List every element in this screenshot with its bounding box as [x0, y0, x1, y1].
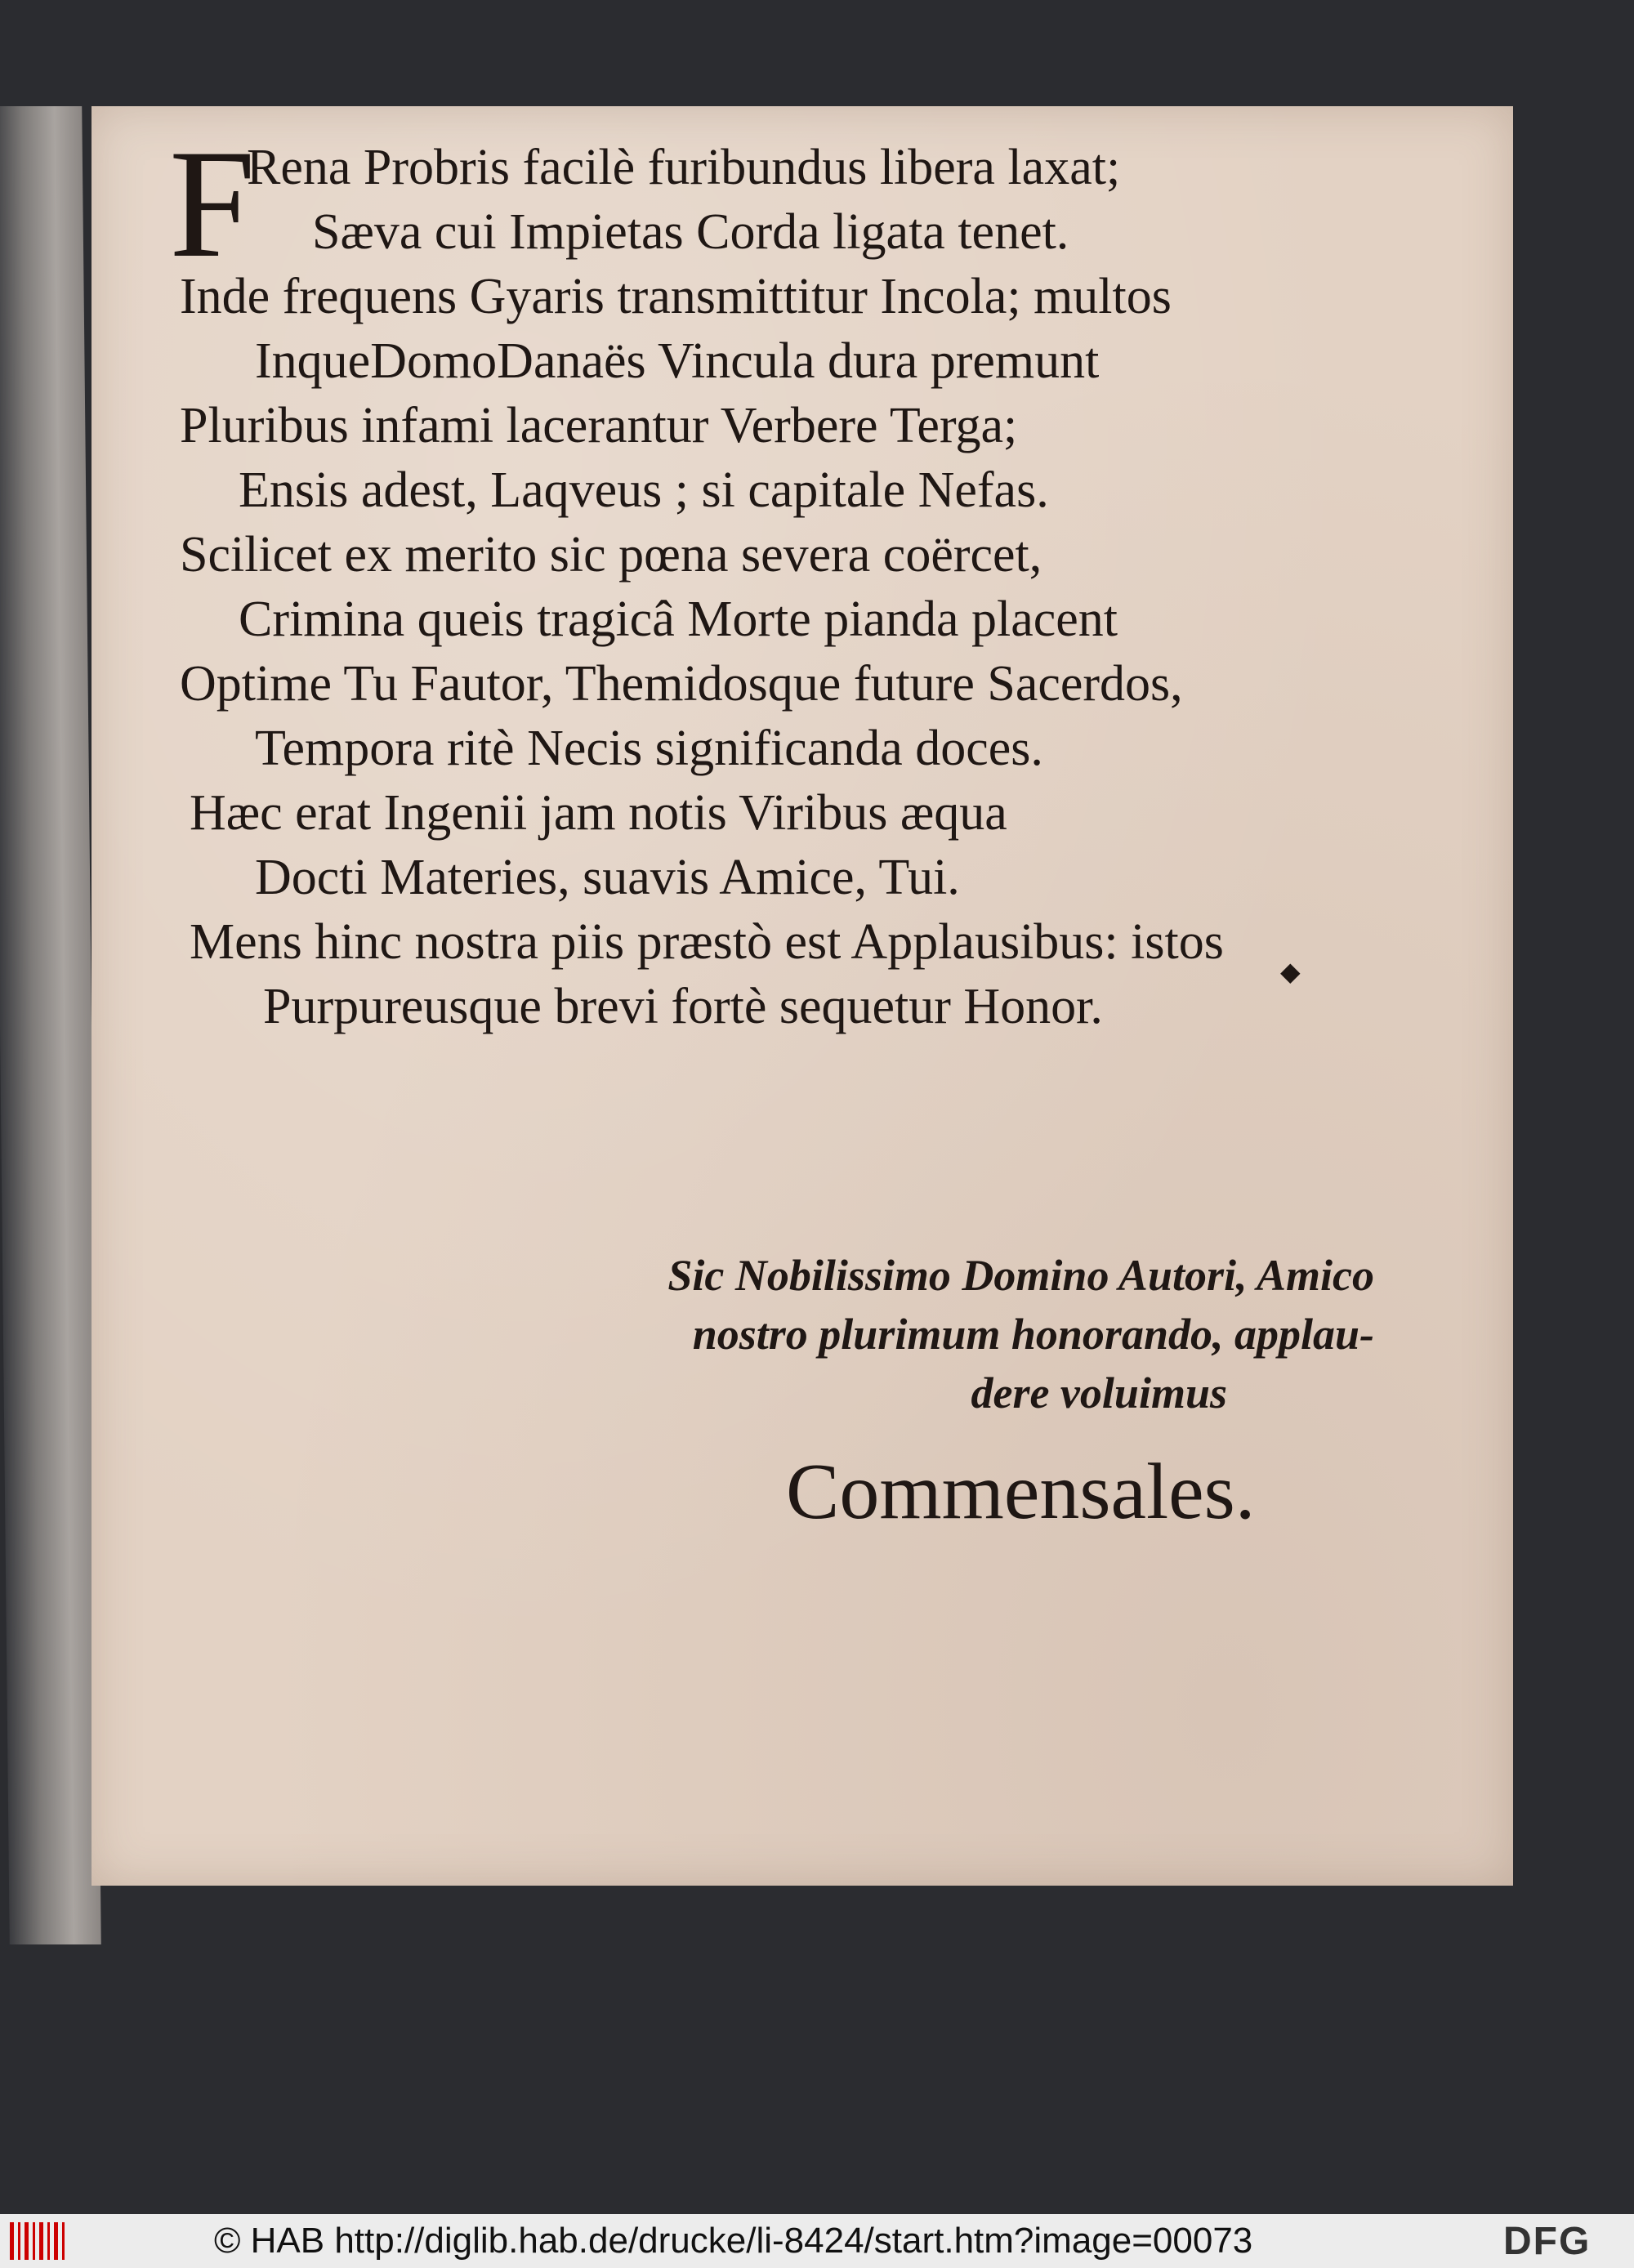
poem-line: Rena Probris facilè furibundus libera laxat; — [247, 140, 1121, 195]
poem-line: Docti Materies, suavis Amice, Tui. — [255, 850, 960, 905]
footer-bar — [0, 2214, 1634, 2268]
dfg-logo: DFG — [1503, 2220, 1592, 2263]
poem-line: Purpureusque brevi fortè sequetur Honor. — [263, 979, 1103, 1034]
adjacent-page-text — [0, 123, 81, 686]
poem-line: Tempora ritè Necis significanda doces. — [255, 721, 1043, 776]
poem-line: Hæc erat Ingenii jam notis Viribus æqua — [190, 785, 1007, 841]
attribution-line: dere voluimus — [971, 1368, 1227, 1418]
attribution-line: nostro plurimum honorando, applau- — [692, 1310, 1374, 1359]
copyright-link[interactable]: © HAB http://diglib.hab.de/drucke/li-8424/start.htm?image=00073 — [214, 2221, 1253, 2261]
poem-line: Crimina queis tragicâ Morte pianda placent — [239, 592, 1118, 647]
poem-line: Inde frequens Gyaris transmittitur Incola; multos — [180, 269, 1172, 324]
poem-line: Ensis adest, Laqveus ; si capitale Nefas. — [239, 462, 1049, 518]
ink-blot-icon: ◆ — [1280, 957, 1301, 986]
attribution-line: Sic Nobilissimo Domino Autori, Amico — [667, 1251, 1374, 1300]
adjacent-page-edge — [0, 106, 101, 1944]
poem-line: Scilicet ex merito sic pœna severa coërcet, — [180, 527, 1042, 583]
hab-barcode-icon — [10, 2222, 67, 2260]
poem-line: Mens hinc nostra piis præstò est Applausibus: istos — [190, 914, 1224, 970]
signature: Commensales. — [786, 1448, 1256, 1536]
dedication-attribution — [516, 1246, 1374, 1422]
poem-line: Sæva cui Impietas Corda ligata tenet. — [312, 204, 1069, 260]
poem-line: InqueDomoDanaës Vincula dura premunt — [255, 333, 1100, 389]
drop-capital: F — [169, 118, 256, 290]
poem-text — [180, 136, 1374, 1039]
poem-line: Pluribus infami lacerantur Verbere Terga; — [180, 398, 1018, 453]
book-page — [92, 106, 1513, 1886]
poem-line: Optime Tu Fautor, Themidosque future Sacerdos, — [180, 656, 1183, 712]
